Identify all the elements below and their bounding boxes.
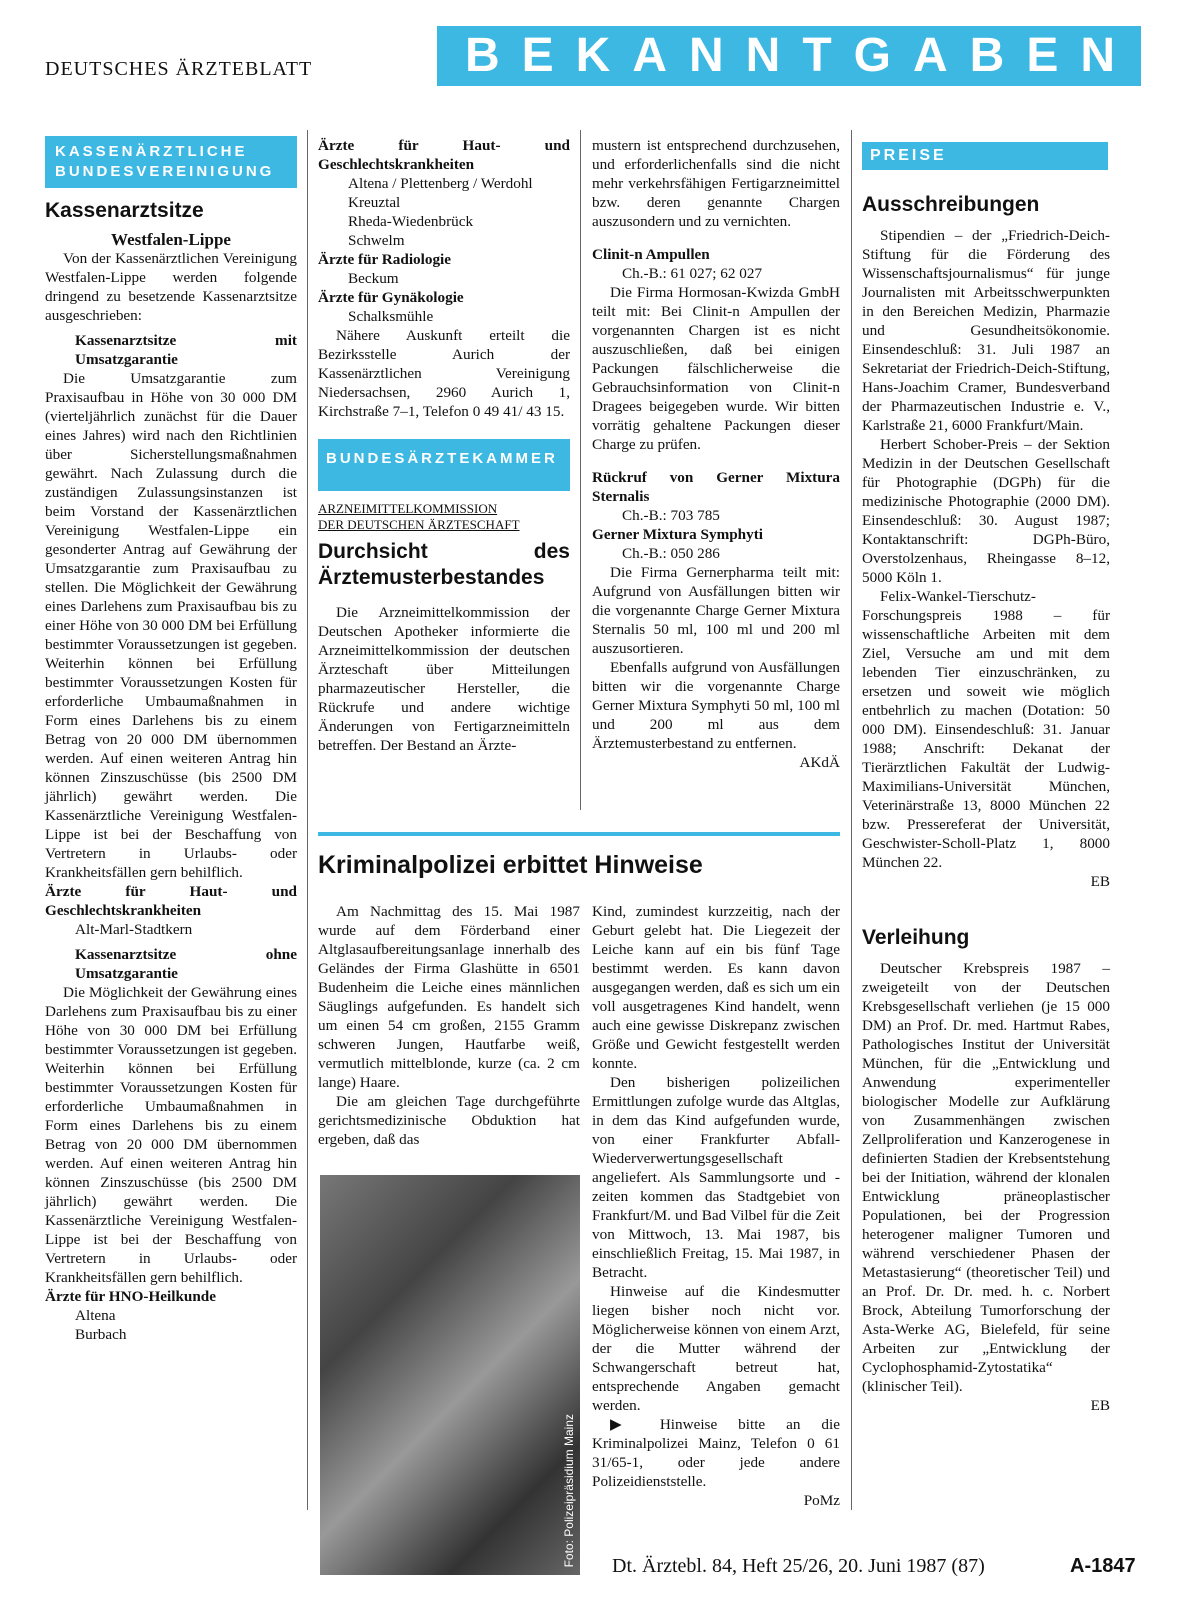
intro-text: Von der Kassenärztlichen Vereinigung Westfalen-Lippe werden folgende dringend zu besetzende Kassenarztsitze ausgeschrieben: [45, 250, 297, 324]
krebspreis-text: Deutscher Krebspreis 1987 – zweigeteilt von der Deutschen Krebsgesellschaft verliehen (je 15 000 DM) an Prof. Dr. med. Hartmut Rabes, Pathologisches Institut der Universität München, für die „Entwicklung und Anwendung experimenteller biologischer Modelle zur Aufklärung von Zusammenhängen zwischen Zellproliferation und Kanzerogenese in definierten Stadien der Krebsentstehung bei der Initiation, während der klonalen Entwicklung präneoplastischer Populationen, bei der Progression heterogener maligner Tumoren und während verschiedener Phasen der Metastasierung“ (theoretischer Teil) und an Prof. Dr. Dr. med. h. c. Norbert Brock, Abteilung Tumorforschung der Asta-Werke AG, Bielefeld, für seine Arbeiten zur „Entwicklung der Cyclophosphamid-Zytostatika“ (klinischer Teil). [862, 960, 1110, 1395]
recall-batch-2: Ch.-B.: 050 286 [622, 545, 720, 562]
spec-a-place: Schwelm [348, 232, 405, 249]
recall-title-2: Gerner Mixtura Symphyti [592, 526, 763, 543]
stipendien-text: Stipendien – der „Friedrich-Deich-Stiftung für die Förderung des Wissenschaftsjournalismus“ für junge Journalisten mit Arbeitsschwerpunkten in den Bereichen Medizin, Pharmazie und Gesundheitsökonomie. Einsendeschluß: 31. Juli 1987 an Sekretariat der Friedrich-Deich-Stiftung, Hans-Joachim Cramer, Bundesverband der Pharmazeutischen Industrie e. V., Karlstraße 21, 6000 Frankfurt/Main. [862, 227, 1110, 434]
clinit-text: Die Firma Hormosan-Kwizda GmbH teilt mit: Bei Clinit-n Ampullen der vorgenannten Chargen ist es nicht auszuschließen, daß bei einigen Packungen fälschlicherweise die Gebrauchsinformation von Clinit-n Dragees beigegeben wurde. Wir bitten vorrätig gehaltene Packungen dieser Charge zu prüfen. [592, 284, 840, 453]
preise-tag: PREISE [862, 142, 1108, 170]
police-left [318, 902, 580, 1149]
ausschreibungen-headline: Ausschreibungen [862, 193, 1040, 216]
region-title: Westfalen-Lippe [111, 230, 231, 249]
wankel-sign: EB [1090, 873, 1110, 890]
akdae-line1: ARZNEIMITTELKOMMISSION [318, 501, 498, 516]
schober-text: Herbert Schober-Preis – der Sektion Medizin in der Deutschen Gesellschaft für Photographie (DGPh) für die medizinische Photographie (2000 DM). Einsendeschluß: 30. August 1987; Kontaktanschrift: DGPh-Büro, Overstolzenhaus, Rheingasse 8–12, 5000 Köln 1. [862, 436, 1110, 586]
column-3 [592, 136, 840, 772]
column-2 [318, 136, 570, 755]
sub1-text: Die Umsatzgarantie zum Praxisaufbau in Höhe von 30 000 DM (vierteljährlich zunächst für die Dauer eines Jahres) wird nach den Richtlinien über Sicherstellungsmaßnahmen gewährt. Nach Zulassung durch die zuständigen Zulassungsinstanzen ist beim Vorstand der Kassenärztlichen Vereinigung Westfalen-Lippe ein gesonderter Antrag auf Gewährung der Umsatzgarantie zum Praxisaufbau zu stellen. Die Möglichkeit der Gewährung eines Darlehens zum Praxisaufbau bis zu einer Höhe von 30 000 DM bei Erfüllung bestimmter Voraussetzungen ist gegeben. Weiterhin können bei Erfüllung bestimmter Voraussetzungen Kosten für erforderliche Umbaumaßnahmen in Form eines Darlehens bis zu einem Betrag von 20 000 DM übernommen werden. Auf einen weiteren Antrag hin können Zinszuschüsse (bis 2500 DM jährlich) gewährt werden. Die Kassenärztliche Vereinigung Westfalen-Lippe ist bei der Beschaffung von Vertretern in Urlaubs- oder Krankheitsfällen gern behilflich. [45, 370, 297, 881]
police-left-text: Am Nachmittag des 15. Mai 1987 wurde auf dem Förderband einer Altglasaufbereitungsanlage innerhalb des Geländes der Firma Glashütte in 6501 Budenheim die Leiche eines männlichen Säuglings aufgefunden. Es handelt sich um einen 54 cm großen, 2155 Gramm schweren Jungen, Hautfarbe weiß, vermutlich mittelblonde, kurze (ca. 2 cm lange) Haare. [318, 903, 580, 1091]
police-photo [320, 1175, 580, 1575]
krebspreis-sign: EB [1090, 1397, 1110, 1414]
spec-a-title: Ärzte für Haut- und Geschlechtskrankheiten [318, 137, 570, 173]
kbv-tag [45, 136, 297, 188]
photo-credit: Foto: Polizeipräsidium Mainz [562, 1413, 576, 1567]
recall-batch: Ch.-B.: 703 785 [622, 507, 720, 524]
police-left-text-2: Die am gleichen Tage durchgeführte gerichtsmedizinische Obduktion hat ergeben, daß das [318, 1093, 580, 1148]
akdae-sign: AKdÄ [799, 754, 840, 771]
kbv-tag-line2: BUNDESVEREINIGUNG [55, 163, 275, 180]
spec-b-place: Beckum [348, 270, 399, 287]
clinit-batch: Ch.-B.: 61 027; 62 027 [622, 265, 763, 282]
police-rule [318, 832, 840, 836]
column-4 [862, 192, 1110, 1415]
akdae-line2: DER DEUTSCHEN ÄRZTESCHAFT [318, 517, 520, 532]
police-right-text-2: Den bisherigen polizeilichen Ermittlungen zufolge wurde das Altglas, in dem das Kind aufgefunden wurde, von einer Frankfurter Abfall-Wiederverwertungsgesellschaft angeliefert. Als Sammlungsorte und -zeiten kommen das Stadtgebiet von Frankfurt/M. und Bad Vilbel für die Zeit von Mittwoch, 13. Mai 1987, bis einschließlich Freitag, 15. Mai 1987, in Betracht. [592, 1074, 840, 1281]
spec-a-place: Kreuztal [348, 194, 401, 211]
kassenarzt-headline: Kassenarztsitze [45, 199, 204, 222]
sub2-title: Kassenarztsitze ohne Umsatzgarantie [75, 946, 297, 982]
recall-title: Rückruf von Gerner Mixtura Sternalis [592, 469, 840, 505]
footer-citation: Dt. Ärztebl. 84, Heft 25/26, 20. Juni 1987 (87) [612, 1555, 985, 1577]
durchsicht-headline: Durchsicht des Ärztemusterbestandes [318, 540, 570, 589]
spec-c-title: Ärzte für Gynäkologie [318, 289, 464, 306]
page-number: A-1847 [1070, 1555, 1136, 1577]
spec1-title: Ärzte für Haut- und Geschlechtskrankheiten [45, 883, 297, 919]
spec2-title: Ärzte für HNO-Heilkunde [45, 1288, 216, 1305]
clinit-title: Clinit-n Ampullen [592, 246, 710, 263]
bak-tag: BUNDESÄRZTEKAMMER [318, 439, 570, 491]
column-1 [45, 198, 297, 1344]
col3-text: mustern ist entsprechend durchzusehen, und erforderlichenfalls sind die nicht mehr verkehrsfähigen Fertigarzneimittel bzw. deren genannte Chargen auszusondern und zu vernichten. [592, 137, 840, 230]
masthead: DEUTSCHES ÄRZTEBLATT [45, 58, 313, 80]
section-banner: BEKANNTGABEN [437, 26, 1141, 86]
sub1-title: Kassenarztsitze mit Umsatzgarantie [75, 332, 297, 368]
column-divider [580, 130, 581, 810]
spec2-place: Altena [75, 1307, 116, 1324]
police-right-text-3: Hinweise auf die Kindesmutter liegen bisher noch nicht vor. Möglicherweise können von einem Arzt, der die Mutter während der Schwangerschaft betreut hat, entsprechende Angaben gemacht werden. [592, 1283, 840, 1414]
sub2-text: Die Möglichkeit der Gewährung eines Darlehens zum Praxisaufbau bis zu einer Höhe von 30 000 DM bei Erfüllung bestimmter Voraussetzungen ist gegeben. Weiterhin können bei Erfüllung bestimmter Voraussetzungen Kosten für erforderliche Umbaumaßnahmen in Form eines Darlehens bis zu einem Betrag von 20 000 DM übernommen werden. Auf einen weiteren Antrag hin können Zinszuschüsse (bis 2500 DM jährlich) gewährt werden. Die Kassenärztliche Vereinigung Westfalen-Lippe ist bei der Beschaffung von Vertretern in Urlaubs- oder Krankheitsfällen gern behilflich. [45, 984, 297, 1286]
police-right-text-4: ▶ Hinweise bitte an die Kriminalpolizei Mainz, Telefon 0 61 31/65-1, oder jede andere Polizeidienststelle. [592, 1416, 840, 1490]
info-text: Nähere Auskunft erteilt die Bezirksstelle Aurich der Kassenärztlichen Vereinigung Niedersachsen, 2960 Aurich 1, Kirchstraße 7–1, Telefon 0 49 41/ 43 15. [318, 327, 570, 420]
wankel-text: Felix-Wankel-Tierschutz-Forschungspreis 1988 – für wissenschaftliche Arbeiten mit dem Ziel, Versuche am und mit dem lebenden Tier einzuschränken, zu ersetzen und soweit wie möglich entbehrlich zu machen (Dotation: 50 000 DM). Einsendeschluß: 31. Januar 1988; Anschrift: Dekanat der Tierärztlichen Fakultät der Ludwig-Maximilians-Universität München, Veterinärstraße 13, 8000 München 22 bzw. Pressereferat der Universität, Geschwister-Scholl-Platz 1, 8000 München 22. [862, 588, 1110, 871]
durchsicht-text: Die Arzneimittelkommission der Deutschen Apotheker informierte die Arzneimittelkommission der deutschen Ärzteschaft über Mitteilungen pharmazeutischer Hersteller, die Rückrufe und andere wichtige Änderungen von Fertigarzneimitteln betreffen. Der Bestand an Ärzte- [318, 604, 570, 754]
verleihung-headline: Verleihung [862, 926, 970, 949]
police-sign: PoMz [803, 1492, 840, 1509]
police-right [592, 902, 840, 1510]
police-headline: Kriminalpolizei erbittet Hinweise [318, 851, 703, 879]
column-divider [307, 130, 308, 1510]
police-right-text: Kind, zumindest kurzzeitig, nach der Geburt gelebt hat. Die Liegezeit der Leiche kann auf ein bis fünf Tage bestimmt werden. Es kann davon ausgegangen werden, daß es sich um ein voll ausgetragenes Kind handelt, wenn auch eine gewisse Diskrepanz zwischen Größe und Gewicht festgestellt werden konnte. [592, 903, 840, 1072]
spec2-place: Burbach [75, 1326, 127, 1343]
recall-text: Die Firma Gernerpharma teilt mit: Aufgrund von Ausfällungen bitten wir die vorgenannte Charge Gerner Mixtura Sternalis 50 ml, 100 ml und 200 ml auszusortieren. [592, 564, 840, 657]
spec-a-place: Altena / Plettenberg / Werdohl [348, 175, 533, 192]
kbv-tag-line1: KASSENÄRZTLICHE [55, 143, 248, 160]
column-divider [851, 130, 852, 1510]
spec-b-title: Ärzte für Radiologie [318, 251, 452, 268]
spec-c-place: Schalksmühle [348, 308, 434, 325]
recall-text-2: Ebenfalls aufgrund von Ausfällungen bitten wir die vorgenannte Charge Gerner Mixtura Symphyti 50 ml, 100 ml und 200 ml aus dem Ärztemusterbestand zu entfernen. [592, 659, 840, 752]
spec1-place: Alt-Marl-Stadtkern [75, 921, 193, 938]
spec-a-place: Rheda-Wiedenbrück [348, 213, 474, 230]
